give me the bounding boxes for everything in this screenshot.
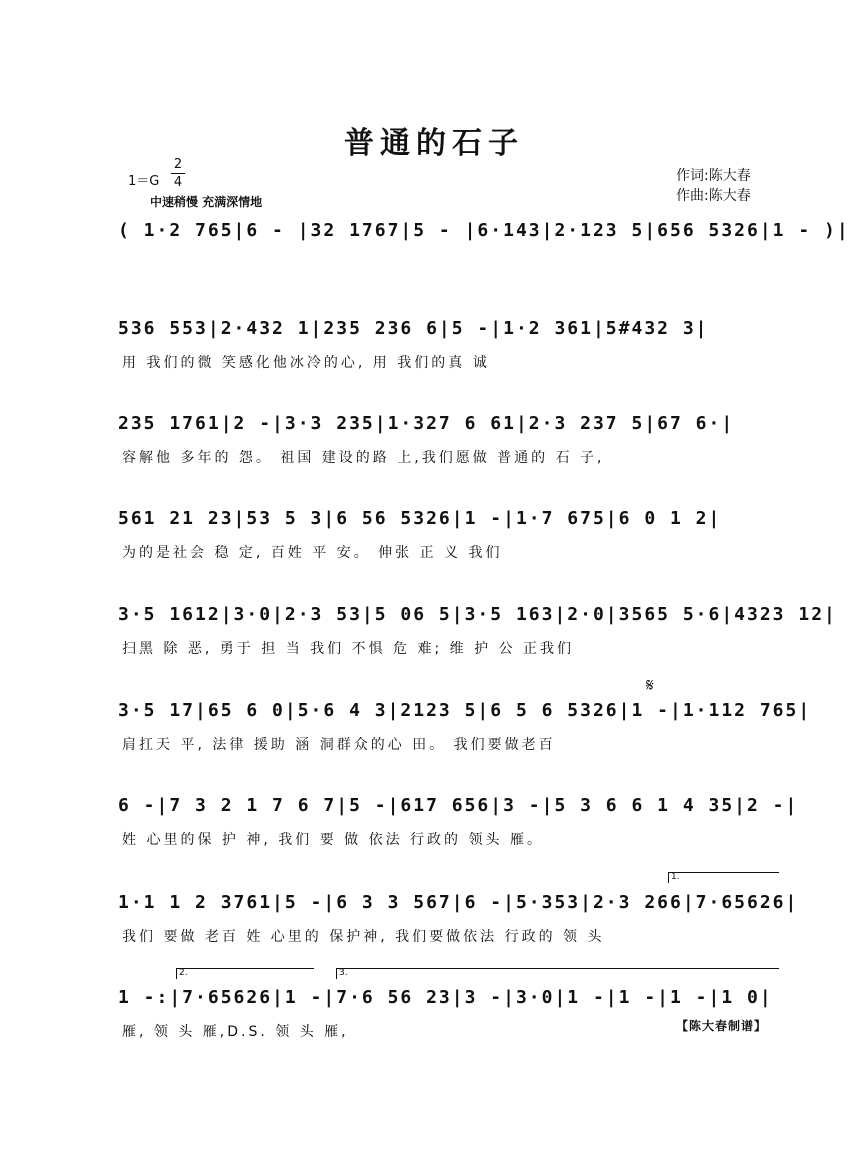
time-signature bbox=[171, 157, 185, 190]
lyrics-row-1: 用 我们的微 笑感化他冰冷的心, 用 我们的真 诚 bbox=[122, 355, 490, 371]
notes-row-3: 561 21 23|53 5 3|6 56 5326|1 -|1·7 675|6 0 1 2| bbox=[118, 508, 722, 529]
notes-row-7: 1·1 1 2 3761|5 -|6 3 3 567|6 -|5·353|2·3 266|7·65626| bbox=[118, 892, 799, 913]
intro-line: ( 1·2 765|6 - |32 1767|5 - |6·143|2·123 5|656 5326|1 - )| bbox=[118, 220, 850, 241]
segno-icon: 𝄋 bbox=[646, 675, 654, 696]
meter-bottom: 4 bbox=[173, 175, 183, 190]
lyrics-row-6: 姓 心里的保 护 神, 我们 要 做 依法 行政的 领头 雁。 bbox=[122, 832, 544, 848]
notes-row-4: 3·5 1612|3·0|2·3 53|5 06 5|3·5 163|2·0|3565 5·6|4323 12| bbox=[118, 604, 837, 625]
notes-row-5: 3·5 17|65 6 0|5·6 4 3|2123 5|6 5 6 5326|1 -|1·112 765| bbox=[118, 700, 812, 721]
notes-row-2: 235 1761|2 -|3·3 235|1·327 6 61|2·3 237 5|67 6·| bbox=[118, 413, 735, 434]
credits bbox=[676, 166, 751, 206]
meter-top: 2 bbox=[173, 157, 183, 172]
arranger-credit: 【陈大春制谱】 bbox=[676, 1019, 768, 1033]
lyricist: 作词:陈大春 bbox=[676, 168, 751, 184]
composer: 作曲:陈大春 bbox=[676, 188, 751, 204]
volta-first-ending: 1. bbox=[668, 872, 779, 883]
lyrics-row-3: 为的是社会 稳 定, 百姓 平 安。 伸张 正 义 我们 bbox=[122, 545, 503, 561]
lyrics-row-8: 雁, 领 头 雁,D.S. 领 头 雁, bbox=[122, 1024, 349, 1040]
notes-row-8: 1 -:|7·65626|1 -|7·6 56 23|3 -|3·0|1 -|1 -|1 -|1 0| bbox=[118, 987, 773, 1008]
notes-row-6: 6 -|7 3 2 1 7 6 7|5 -|617 656|3 -|5 3 6 6 1 4 35|2 -| bbox=[118, 795, 799, 816]
tempo-marking: 中速稍慢 充满深情地 bbox=[150, 195, 263, 209]
lyrics-row-2: 容解他 多年的 怨。 祖国 建设的路 上,我们愿做 普通的 石 子, bbox=[122, 450, 605, 466]
song-title: 普通的石子 bbox=[344, 126, 524, 161]
lyrics-row-4: 扫黑 除 恶, 勇于 担 当 我们 不惧 危 难; 维 护 公 正我们 bbox=[122, 641, 575, 657]
key-signature: 1＝G bbox=[128, 174, 160, 189]
lyrics-row-7: 我们 要做 老百 姓 心里的 保护神, 我们要做依法 行政的 领 头 bbox=[122, 929, 605, 945]
notes-row-1: 536 553|2·432 1|235 236 6|5 -|1·2 361|5#432 3| bbox=[118, 318, 709, 339]
volta-third-ending: 3. bbox=[336, 968, 779, 979]
lyrics-row-5: 肩扛天 平, 法律 援助 涵 洞群众的心 田。 我们要做老百 bbox=[122, 737, 556, 753]
volta-second-ending: 2. bbox=[176, 968, 314, 979]
meter-line bbox=[171, 173, 185, 174]
